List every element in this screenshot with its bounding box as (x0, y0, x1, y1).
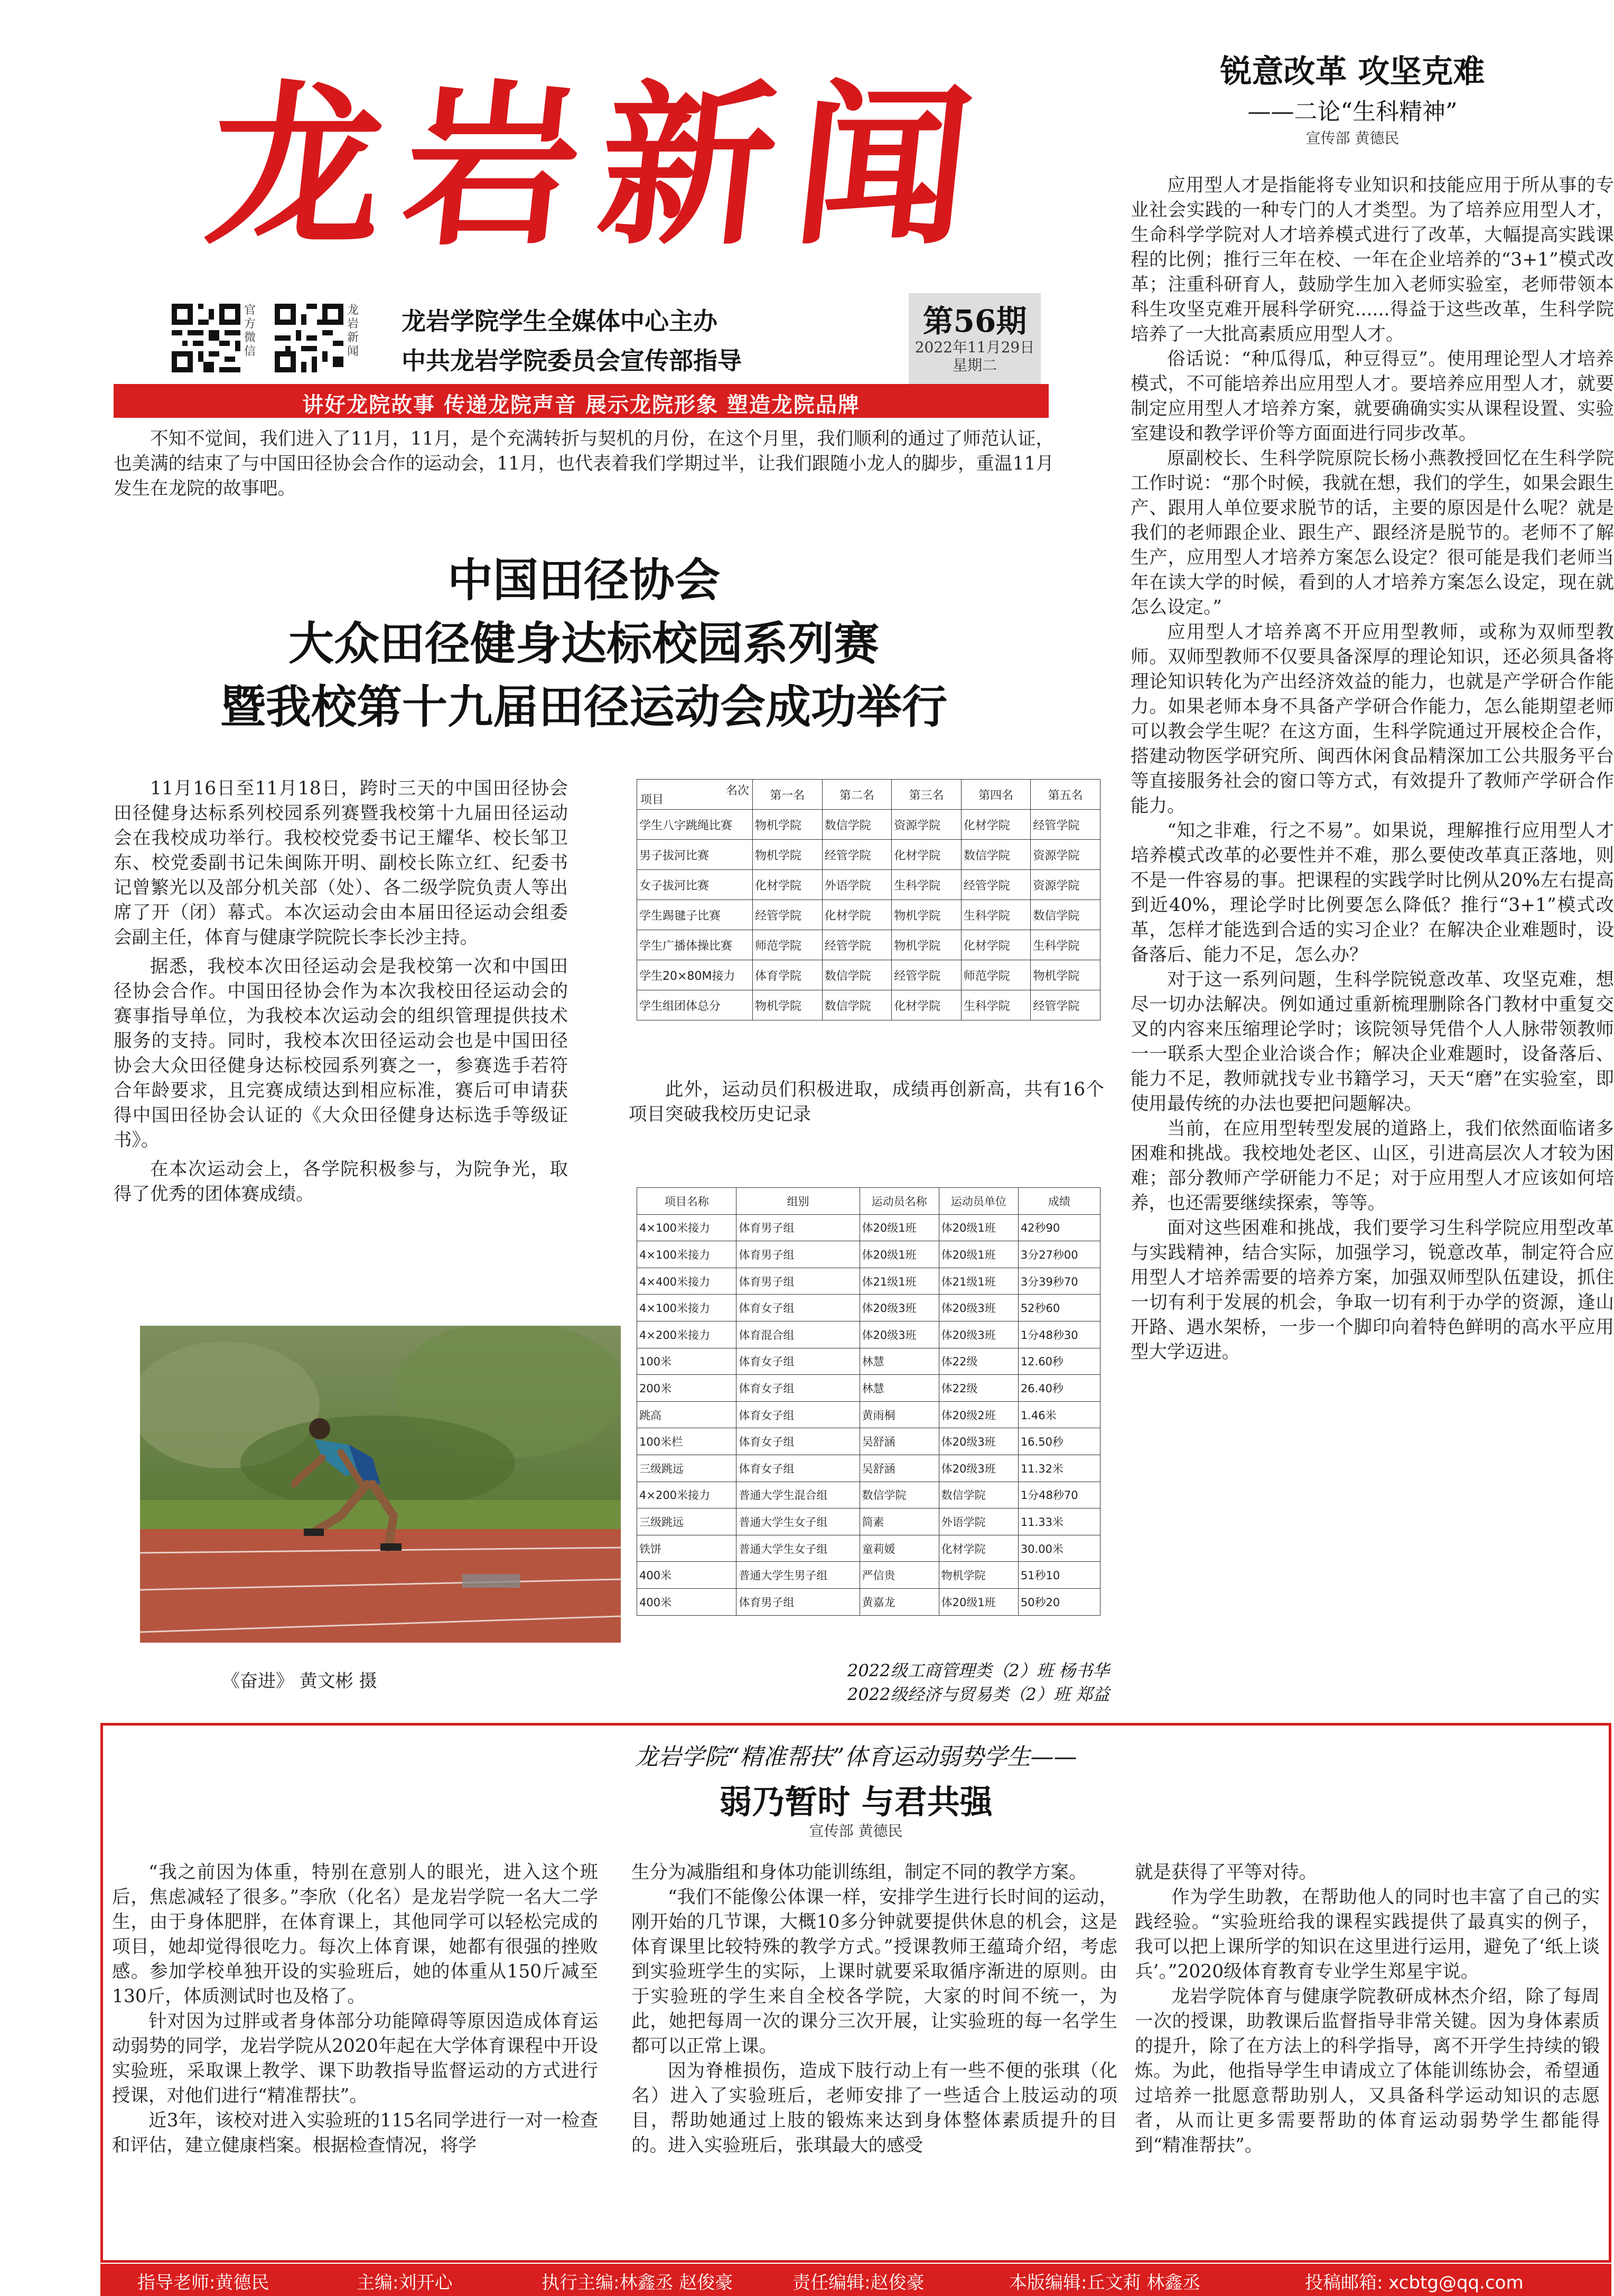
credit-resp-editor: 责任编辑:赵俊豪 (792, 2272, 925, 2293)
byline-1: 2022级工商管理类（2）班 杨书华 (847, 1661, 1109, 1681)
feature-author: 宣传部 黄德民 (809, 1822, 903, 1840)
table-row (637, 960, 1100, 990)
feature-column-1 (112, 1860, 598, 2158)
table-header-row (637, 780, 1100, 810)
feature-paragraph: “我之前因为体重，特别在意别人的眼光，进入这个班后，焦虑减轻了很多。”李欣（化名）是龙岩学院一名大二学生，由于身体肥胖，在体育课上，其他同学可以轻松完成的项目，她却觉得很吃力。每次上体育课，她都有很强的挫败感。参加学校单独开设的实验班后，她的体重从150斤减至130斤，体质测试时也及格了。 (112, 1862, 598, 2007)
commentary-paragraph: 应用型人才是指能将专业知识和技能应用于所从事的专业社会实践的一种专门的人才类型。为了培养应用型人才，生命科学学院对人才培养模式进行了改革，大幅提高实践课程的比例；推行三年在校、一年在企业培养的“3+1”模式改革；注重科研育人，鼓励学生加入老师实验室，老师带领本科生攻坚克难开展科学研究......得益于这些改革，生科学院培养了一大批高素质应用型人才。 (1131, 175, 1614, 345)
table-cell: 体育女子组 (736, 1295, 860, 1322)
table-cell: 体20级1班 (939, 1214, 1018, 1241)
table-cell: 1分48秒30 (1018, 1321, 1100, 1348)
slogan-bar (114, 384, 1049, 418)
table-cell: 体育女子组 (736, 1348, 860, 1375)
table-row (637, 1214, 1100, 1241)
table-cell: 物机学院 (939, 1562, 1018, 1589)
table-cell: 林慧 (860, 1348, 939, 1375)
table-cell: 体20级1班 (860, 1241, 939, 1268)
table-cell: 经管学院 (1031, 990, 1100, 1020)
main-headline-3: 暨我校第十九届田径运动会成功举行 (220, 680, 947, 734)
photo-caption: 《奋进》 黄文彬 摄 (222, 1671, 377, 1692)
table-cell: 体22级 (939, 1375, 1018, 1402)
table-header-row (637, 1188, 1100, 1215)
table-cell: 男子拔河比赛 (637, 840, 753, 870)
table-row (637, 900, 1100, 930)
table-cell: 经管学院 (1031, 810, 1100, 840)
commentary-subtitle: ——二论“生科精神” (1247, 98, 1458, 125)
date-text: 2022年11月29日 (915, 339, 1035, 356)
table-cell: 化材学院 (961, 930, 1031, 960)
table-cell: 4×200米接力 (637, 1321, 736, 1348)
sprinter-photo (140, 1326, 621, 1643)
table-cell: 100米栏 (637, 1428, 736, 1455)
credit-advisor: 指导老师:黄德民 (137, 2272, 269, 2293)
table-row (637, 1428, 1100, 1455)
commentary-paragraph: 俗话说：“种瓜得瓜，种豆得豆”。使用理论型人才培养模式，不可能培养出应用型人才。要培养应用型人才，就要制定应用型人才培养方案，就要确确实实从课程设置、实验室建设和教学评价等方面面进行同步改革。 (1131, 349, 1614, 444)
feature-paragraph: 就是获得了平等对待。 (1135, 1862, 1317, 1883)
table-row (637, 810, 1100, 840)
table-cell: 学生广播体操比赛 (637, 930, 753, 960)
table-cell: 物机学院 (1031, 960, 1100, 990)
table-cell: 黄雨桐 (860, 1401, 939, 1428)
table-cell: 4×100米接力 (637, 1241, 736, 1268)
table-cell: 体20级3班 (860, 1295, 939, 1322)
table-cell: 物机学院 (753, 990, 823, 1020)
table-cell: 400米 (637, 1562, 736, 1589)
table-row (637, 1321, 1100, 1348)
table-row (637, 1562, 1100, 1589)
svg-text:龙岩新闻: 龙岩新闻 (199, 63, 1003, 269)
table-cell: 11.32米 (1018, 1455, 1100, 1482)
table-cell: 化材学院 (753, 870, 823, 900)
table-cell: 12.60秒 (1018, 1348, 1100, 1375)
issue-box (909, 293, 1041, 386)
commentary-body (1131, 173, 1614, 1365)
column-header: 运动员名称 (860, 1188, 939, 1215)
table-cell: 师范学院 (961, 960, 1031, 990)
table-cell: 400米 (637, 1588, 736, 1615)
table-cell: 30.00米 (1018, 1535, 1100, 1562)
feature-title: 弱乃暂时 与君共强 (719, 1783, 993, 1821)
table-cell: 生科学院 (892, 870, 962, 900)
table-cell: 简素 (860, 1508, 939, 1535)
table-cell: 化材学院 (822, 900, 892, 930)
feature-paragraph: 作为学生助教，在帮助他人的同时也丰富了自己的实践经验。“实验班给我的课程实践提供了最真实的例子，我可以把上课所学的知识在这里进行运用，避免了‘纸上谈兵’。”2020级体育教育专业学生郑星宇说。 (1135, 1887, 1600, 1982)
commentary-paragraph: 对于这一系列问题，生科学院锐意改革、攻坚克难，想尽一切办法解决。例如通过重新梳理删除各门教材中重复交叉的内容来压缩理论学时；该院领导凭借个人人脉带领教师一一联系大型企业洽谈合作；解决企业难题时，设备落后、能力不足，教师就找专业书籍学习，天天“磨”在实验室，即使用最传统的办法也要把问题解决。 (1131, 969, 1614, 1114)
column-header: 成绩 (1018, 1188, 1100, 1215)
publisher-line: 龙岩学院学生全媒体中心主办 (402, 307, 717, 335)
feature-paragraph: 近3年，该校对进入实验班的115名同学进行一对一检查和评估，建立健康档案。根据检查情况，将学 (112, 2110, 598, 2156)
table-row (637, 870, 1100, 900)
main-article-body (114, 776, 568, 1207)
qr1-label: 官方微信 (244, 304, 256, 358)
feature-paragraph: 生分为减脂组和身体功能训练组，制定不同的教学方案。 (631, 1862, 1087, 1883)
table-cell: 体育混合组 (736, 1321, 860, 1348)
credit-chief-editor: 主编:刘开心 (357, 2272, 453, 2293)
column-header: 第一名 (753, 780, 823, 810)
table-cell: 童莉媛 (860, 1535, 939, 1562)
table-cell: 1.46米 (1018, 1401, 1100, 1428)
table-row (637, 1295, 1100, 1322)
table-cell: 体20级2班 (939, 1401, 1018, 1428)
commentary-paragraph: 应用型人才培养离不开应用型教师，或称为双师型教师。双师型教师不仅要具备深厚的理论知识，还必须具备将理论知识转化为产出经济效益的能力，也就是产学研合作能力。如果老师本身不具备产学研合作能力，怎么能期望老师可以教会学生呢？在这方面，生科学院通过开展校企合作，搭建动物医学研究所、闽西休闲食品精深加工公共服务平台等直接服务社会的窗口等方式，有效提升了教师产学研合作能力。 (1131, 622, 1614, 817)
column-header: 第三名 (892, 780, 962, 810)
table-cell: 经管学院 (892, 960, 962, 990)
table-cell: 数信学院 (961, 840, 1031, 870)
table-cell: 学生20×80M接力 (637, 960, 753, 990)
records-paragraph: 此外，运动员们积极进取，成绩再创新高，共有16个项目突破我校历史记录 (629, 1079, 1104, 1125)
issue-number: 第56期 (922, 303, 1027, 339)
table-cell: 体20级3班 (860, 1321, 939, 1348)
table-cell: 体育女子组 (736, 1375, 860, 1402)
table-row (637, 1268, 1100, 1295)
header-corner-right: 名次 (725, 784, 749, 798)
table-cell: 经管学院 (961, 870, 1031, 900)
feature-paragraph: 因为脊椎损伤，造成下肢行动上有一些不便的张琪（化名）进入了实验班后，老师安排了一些适合上肢运动的项目，帮助她通过上肢的锻炼来达到身体整体素质提升的目的。进入实验班后，张琪最大的感受 (631, 2060, 1117, 2156)
table-cell: 师范学院 (753, 930, 823, 960)
table-cell: 普通大学生混合组 (736, 1482, 860, 1508)
commentary-paragraph: 面对这些困难和挑战，我们要学习生科学院应用型改革与实践精神，结合实际，加强学习，锐意改革，制定符合应用型人才培养需要的培养方案，加强双师型队伍建设，抓住一切有利于发展的机会，争取一切有利于办学的资源，逢山开路、遇水架桥，一步一个脚印向着特色鲜明的高水平应用型大学迈进。 (1131, 1217, 1614, 1363)
commentary-title: 锐意改革 攻坚克难 (1220, 53, 1485, 90)
header-corner-cell (637, 780, 753, 810)
feature-column-3 (1135, 1860, 1600, 2158)
table-cell: 体20级3班 (939, 1455, 1018, 1482)
table-cell: 女子拔河比赛 (637, 870, 753, 900)
commentary-paragraph: 当前，在应用型转型发展的道路上，我们依然面临诸多困难和挑战。我校地处老区、山区，引进高层次人才较为困难；部分教师产学研能力不足；对于应用型人才应该如何培养，也还需要继续探索，等等。 (1131, 1118, 1614, 1214)
table-cell: 体21级1班 (939, 1268, 1018, 1295)
credits-bar (100, 2264, 1611, 2296)
main-paragraph-3: 在本次运动会上，各学院积极参与，为院争光，取得了优秀的团体赛成绩。 (114, 1159, 568, 1205)
table-cell: 经管学院 (822, 930, 892, 960)
main-headline-1: 中国田径协会 (447, 554, 720, 607)
table-cell: 体育男子组 (736, 1241, 860, 1268)
credit-page-editor: 本版编辑:丘文莉 林鑫丞 (1009, 2272, 1201, 2293)
table-cell: 经管学院 (822, 840, 892, 870)
column-header: 运动员单位 (939, 1188, 1018, 1215)
table-cell: 生科学院 (961, 900, 1031, 930)
table-cell: 物机学院 (753, 810, 823, 840)
table-cell: 化材学院 (939, 1535, 1018, 1562)
column-header: 第二名 (822, 780, 892, 810)
table-cell: 4×100米接力 (637, 1295, 736, 1322)
table-cell: 3分39秒70 (1018, 1268, 1100, 1295)
table-cell: 体育女子组 (736, 1428, 860, 1455)
table-row (637, 1588, 1100, 1615)
table-cell: 三级跳远 (637, 1455, 736, 1482)
table-cell: 体育学院 (753, 960, 823, 990)
table-row (637, 1375, 1100, 1402)
table-row (637, 990, 1100, 1020)
table-cell: 普通大学生女子组 (736, 1535, 860, 1562)
table-cell: 16.50秒 (1018, 1428, 1100, 1455)
table-cell: 体育女子组 (736, 1401, 860, 1428)
intro-paragraph: 不知不觉间，我们进入了11月，11月，是个充满转折与契机的月份，在这个月里，我们顺利的通过了师范认证，也美满的结束了与中国田径协会合作的运动会，11月，也代表着我们学期过半，让我们跟随小龙人的脚步，重温11月发生在龙院的故事吧。 (114, 428, 1054, 499)
table-cell: 学生八字跳绳比赛 (637, 810, 753, 840)
table-cell: 吴舒涵 (860, 1428, 939, 1455)
table-cell: 黄嘉龙 (860, 1588, 939, 1615)
commentary-paragraph: “知之非难，行之不易”。如果说，理解推行应用型人才培养模式改革的必要性并不难，那么要使改革真正落地，则不是一件容易的事。把课程的实践学时比例从20%左右提高到近40%，理论学时比例要怎么降低？推行“3+1”模式改革，怎样才能选到合适的实习企业？在解决企业难题时，设备落后、能力不足，怎么办？ (1131, 820, 1614, 966)
table-cell: 资源学院 (1031, 840, 1100, 870)
table-cell: 1分48秒70 (1018, 1482, 1100, 1508)
feature-paragraph: 龙岩学院体育与健康学院教研成林杰介绍，除了每周一次的授课，助教课后监督指导非常关键。因为身体素质的提升，除了在方法上的科学指导，离不开学生持续的锻炼。为此，他指导学生申请成立了体能训练协会，希望通过培养一批愿意帮助别人，又具备科学运动知识的志愿者，从而让更多需要帮助的体育运动弱势学生都能得到“精准帮扶”。 (1135, 1986, 1600, 2156)
table-cell: 体育男子组 (736, 1268, 860, 1295)
table-cell: 11.33米 (1018, 1508, 1100, 1535)
table-cell: 体20级3班 (939, 1321, 1018, 1348)
table-cell: 学生踢毽子比赛 (637, 900, 753, 930)
issue-date (909, 339, 1041, 374)
main-paragraph-1: 11月16日至11月18日，跨时三天的中国田径协会田径健身达标系列校园系列赛暨我校第十九届田径运动会在我校成功举行。我校校党委书记王耀华、校长邹卫东、校党委副书记朱闽陈开明、副校长陈立红、纪委书记曾繁光以及部分机关部（处）、各二级学院负责人等出席了开（闭）幕式。本次运动会由本届田径运动会组委会副主任，体育与健康学院院长李长沙主持。 (114, 778, 568, 948)
news-qr-code[interactable] (275, 304, 343, 372)
main-headline-2: 大众田径健身达标校园系列赛 (288, 617, 879, 670)
table-cell: 化材学院 (892, 990, 962, 1020)
table-cell: 化材学院 (892, 840, 962, 870)
weekday-text: 星期二 (952, 357, 997, 374)
table-cell: 普通大学生女子组 (736, 1508, 860, 1535)
table-cell: 外语学院 (822, 870, 892, 900)
table-cell: 体育男子组 (736, 1214, 860, 1241)
table-cell: 林慧 (860, 1375, 939, 1402)
table-cell: 外语学院 (939, 1508, 1018, 1535)
table-row (637, 1508, 1100, 1535)
table-cell: 资源学院 (1031, 870, 1100, 900)
column-header: 第五名 (1031, 780, 1100, 810)
feature-paragraph: 针对因为过胖或者身体部分功能障碍等原因造成体育运动弱势的同学，龙岩学院从2020年起在大学体育课程中开设实验班，采取课上教学、课下助教指导监督运动的方式进行授课，对他们进行“精准帮扶”。 (112, 2011, 598, 2106)
table-cell: 体育女子组 (736, 1455, 860, 1482)
slogan-text: 讲好龙院故事 传递龙院声音 展示龙院形象 塑造龙院品牌 (302, 393, 860, 417)
table-cell: 50秒20 (1018, 1588, 1100, 1615)
table-cell: 42秒90 (1018, 1214, 1100, 1241)
table-cell: 数信学院 (822, 810, 892, 840)
table-cell: 生科学院 (1031, 930, 1100, 960)
table-cell: 学生组团体总分 (637, 990, 753, 1020)
table-cell: 体育男子组 (736, 1588, 860, 1615)
team-results-table (637, 779, 1100, 1020)
byline-2: 2022级经济与贸易类（2）班 郑益 (847, 1684, 1109, 1704)
feature-kicker: 龙岩学院“精准帮扶”体育运动弱势学生—— (635, 1744, 1077, 1770)
table-cell: 吴舒涵 (860, 1455, 939, 1482)
table-cell: 数信学院 (1031, 900, 1100, 930)
table-row (637, 840, 1100, 870)
table-cell: 体20级3班 (939, 1295, 1018, 1322)
table-cell: 51秒10 (1018, 1562, 1100, 1589)
table-cell: 物机学院 (892, 900, 962, 930)
table-cell: 数信学院 (939, 1482, 1018, 1508)
table-row (637, 1455, 1100, 1482)
table-cell: 4×200米接力 (637, 1482, 736, 1508)
table-cell: 普通大学生男子组 (736, 1562, 860, 1589)
table-cell: 化材学院 (961, 810, 1031, 840)
table-cell: 物机学院 (753, 840, 823, 870)
feature-paragraph: “我们不能像公体课一样，安排学生进行长时间的运动，刚开始的几节课，大概10多分钟就要提供休息的机会，这是体育课里比较特殊的教学方式。”授课教师王蕴琦介绍，考虑到实验班学生的实际，上课时就要采取循序渐进的原则。由于实验班的学生来自全校各学院，大家的时间不统一，为此，她把每周一次的课分三次开展，让实验班的每一名学生都可以正常上课。 (631, 1887, 1117, 2057)
table-cell: 三级跳远 (637, 1508, 736, 1535)
table-cell: 体20级1班 (860, 1214, 939, 1241)
table-cell: 生科学院 (961, 990, 1031, 1020)
table-cell: 100米 (637, 1348, 736, 1375)
table-row (637, 1482, 1100, 1508)
table-cell: 铁饼 (637, 1535, 736, 1562)
column-header: 组别 (736, 1188, 860, 1215)
table-cell: 跳高 (637, 1401, 736, 1428)
table-cell: 体20级1班 (939, 1241, 1018, 1268)
credit-exec-editor: 执行主编:林鑫丞 赵俊豪 (542, 2272, 733, 2293)
table-row (637, 1535, 1100, 1562)
table-cell: 体21级1班 (860, 1268, 939, 1295)
table-cell: 200米 (637, 1375, 736, 1402)
table-cell: 数信学院 (860, 1482, 939, 1508)
records-table (637, 1187, 1100, 1616)
qr2-label: 龙岩新闻 (347, 304, 359, 358)
table-cell: 物机学院 (892, 930, 962, 960)
wechat-qr-code[interactable] (172, 304, 240, 372)
commentary-author: 宣传部 黄德民 (1305, 129, 1400, 147)
table-cell: 26.40秒 (1018, 1375, 1100, 1402)
main-paragraph-2: 据悉，我校本次田径运动会是我校第一次和中国田径协会合作。中国田径协会作为本次我校田径运动会的赛事指导单位，为我校本次运动会的组织管理提供技术服务的支持。同时，我校本次田径运动会也是中国田径协会大众田径健身达标校园系列赛之一，参赛选手若符合年龄要求，且完赛成绩达到相应标准，赛后可申请获得中国田径协会认证的《大众田径健身达标选手等级证书》。 (114, 956, 568, 1151)
newspaper-logo (153, 50, 1041, 272)
table-cell: 数信学院 (822, 960, 892, 990)
table-cell: 体20级3班 (939, 1428, 1018, 1455)
column-header: 项目名称 (637, 1188, 736, 1215)
table-cell: 3分27秒00 (1018, 1241, 1100, 1268)
table-row (637, 930, 1100, 960)
table-cell: 数信学院 (822, 990, 892, 1020)
feature-column-2 (631, 1860, 1117, 2158)
table-cell: 严信贵 (860, 1562, 939, 1589)
table-cell: 资源学院 (892, 810, 962, 840)
submission-email[interactable]: 投稿邮箱: xcbtg@qq.com (1305, 2272, 1524, 2293)
table-cell: 4×400米接力 (637, 1268, 736, 1295)
table-row (637, 1348, 1100, 1375)
table-row (637, 1241, 1100, 1268)
column-header: 第四名 (961, 780, 1031, 810)
commentary-paragraph: 原副校长、生科学院原院长杨小燕教授回忆在生科学院工作时说：“那个时候，我就在想，我们的学生，如果会跟生产、跟用人单位要求脱节的话，主要的原因是什么呢？就是我们的老师跟企业、跟生产、跟经济是脱节的。老师不了解生产，应用型人才培养方案怎么设定？很可能是我们老师当年在读大学的时候，看到的人才培养方案怎么设定，现在就怎么设定。” (1131, 448, 1614, 618)
header-corner-left: 项目 (640, 793, 664, 807)
table-row (637, 1401, 1100, 1428)
guidance-line: 中共龙岩学院委员会宣传部指导 (402, 346, 742, 375)
table-cell: 体20级1班 (939, 1588, 1018, 1615)
table-cell: 4×100米接力 (637, 1214, 736, 1241)
table-cell: 体22级 (939, 1348, 1018, 1375)
table-cell: 52秒60 (1018, 1295, 1100, 1322)
table-cell: 经管学院 (753, 900, 823, 930)
